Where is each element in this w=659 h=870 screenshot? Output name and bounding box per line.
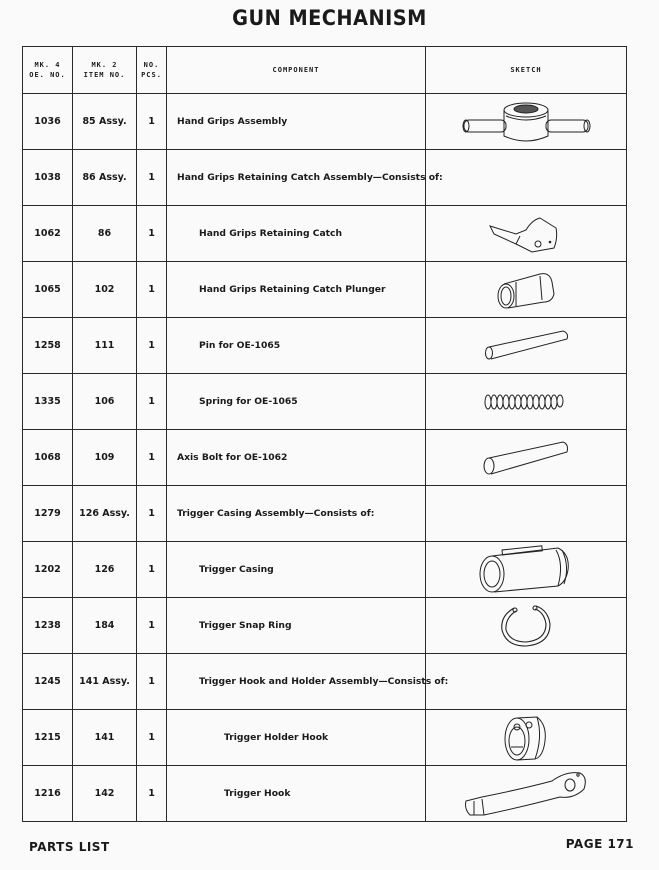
item-no: 102 — [73, 262, 137, 318]
footer-parts-list: PARTS LIST — [29, 840, 110, 854]
pcs: 1 — [137, 654, 167, 710]
oe-no: 1215 — [23, 710, 73, 766]
table-row — [23, 374, 627, 430]
table-row — [23, 542, 627, 598]
sketch-cell — [426, 262, 627, 318]
table-row — [23, 430, 627, 486]
sketch-cell — [426, 150, 627, 206]
item-no: 106 — [73, 374, 137, 430]
component: Hand Grips Assembly — [167, 94, 426, 150]
sketch-cell — [426, 318, 627, 374]
oe-no: 1065 — [23, 262, 73, 318]
item-no: 141 Assy. — [73, 654, 137, 710]
item-no: 184 — [73, 598, 137, 654]
component: Trigger Casing — [167, 542, 426, 598]
oe-no: 1335 — [23, 374, 73, 430]
item-no: 141 — [73, 710, 137, 766]
oe-no: 1279 — [23, 486, 73, 542]
table-row — [23, 206, 627, 262]
header-item-no: MK. 2 ITEM NO. — [73, 47, 137, 94]
sketch-cell — [426, 430, 627, 486]
component: Pin for OE-1065 — [167, 318, 426, 374]
sketch-cell — [426, 542, 627, 598]
oe-no: 1068 — [23, 430, 73, 486]
sketch-cell — [426, 206, 627, 262]
trigger-hook-sketch-icon — [462, 769, 590, 819]
sketch-cell — [426, 486, 627, 542]
component: Trigger Hook and Holder Assembly—Consists of: — [167, 654, 426, 710]
table-row — [23, 262, 627, 318]
component: Trigger Casing Assembly—Consists of: — [167, 486, 426, 542]
pcs: 1 — [137, 430, 167, 486]
table-row — [23, 766, 627, 822]
sketch-cell — [426, 654, 627, 710]
pcs: 1 — [137, 598, 167, 654]
component: Hand Grips Retaining Catch Plunger — [167, 262, 426, 318]
item-no: 126 — [73, 542, 137, 598]
table-header-row — [23, 47, 627, 94]
header-oe-no: MK. 4 OE. NO. — [23, 47, 73, 94]
item-no: 86 — [73, 206, 137, 262]
oe-no: 1258 — [23, 318, 73, 374]
pcs: 1 — [137, 206, 167, 262]
retaining-catch-sketch-icon — [486, 214, 566, 254]
pin-sketch-icon — [481, 329, 571, 363]
plunger-sketch-icon — [494, 268, 558, 312]
table-row — [23, 318, 627, 374]
table-row — [23, 710, 627, 766]
oe-no: 1245 — [23, 654, 73, 710]
oe-no: 1036 — [23, 94, 73, 150]
item-no: 86 Assy. — [73, 150, 137, 206]
oe-no: 1038 — [23, 150, 73, 206]
page-title: GUN MECHANISM — [232, 6, 427, 30]
component: Spring for OE-1065 — [167, 374, 426, 430]
item-no: 142 — [73, 766, 137, 822]
table-row — [23, 94, 627, 150]
table-row — [23, 150, 627, 206]
pcs: 1 — [137, 262, 167, 318]
table-row — [23, 486, 627, 542]
oe-no: 1238 — [23, 598, 73, 654]
holder-hook-sketch-icon — [503, 713, 549, 763]
sketch-cell — [426, 710, 627, 766]
component: Trigger Holder Hook — [167, 710, 426, 766]
axis-bolt-sketch-icon — [479, 438, 573, 478]
component: Axis Bolt for OE-1062 — [167, 430, 426, 486]
snap-ring-sketch-icon — [498, 602, 554, 650]
sketch-cell — [426, 94, 627, 150]
pcs: 1 — [137, 766, 167, 822]
hand-grips-assembly-sketch-icon — [456, 96, 596, 148]
oe-no: 1062 — [23, 206, 73, 262]
oe-no: 1202 — [23, 542, 73, 598]
header-sketch: SKETCH — [426, 47, 627, 94]
item-no: 126 Assy. — [73, 486, 137, 542]
component: Hand Grips Retaining Catch Assembly—Consists of: — [167, 150, 426, 206]
sketch-cell — [426, 598, 627, 654]
header-component: COMPONENT — [167, 47, 426, 94]
spring-sketch-icon — [484, 392, 568, 412]
pcs: 1 — [137, 710, 167, 766]
table-row — [23, 598, 627, 654]
pcs: 1 — [137, 150, 167, 206]
trigger-casing-sketch-icon — [478, 544, 574, 596]
pcs: 1 — [137, 542, 167, 598]
pcs: 1 — [137, 94, 167, 150]
item-no: 109 — [73, 430, 137, 486]
table-row — [23, 654, 627, 710]
sketch-cell — [426, 766, 627, 822]
component: Hand Grips Retaining Catch — [167, 206, 426, 262]
component: Trigger Snap Ring — [167, 598, 426, 654]
item-no: 111 — [73, 318, 137, 374]
pcs: 1 — [137, 374, 167, 430]
pcs: 1 — [137, 486, 167, 542]
item-no: 85 Assy. — [73, 94, 137, 150]
sketch-cell — [426, 374, 627, 430]
pcs: 1 — [137, 318, 167, 374]
component: Trigger Hook — [167, 766, 426, 822]
oe-no: 1216 — [23, 766, 73, 822]
footer-page-number: PAGE 171 — [565, 837, 634, 851]
parts-table — [22, 46, 627, 822]
header-no-pcs: NO. PCS. — [137, 47, 167, 94]
